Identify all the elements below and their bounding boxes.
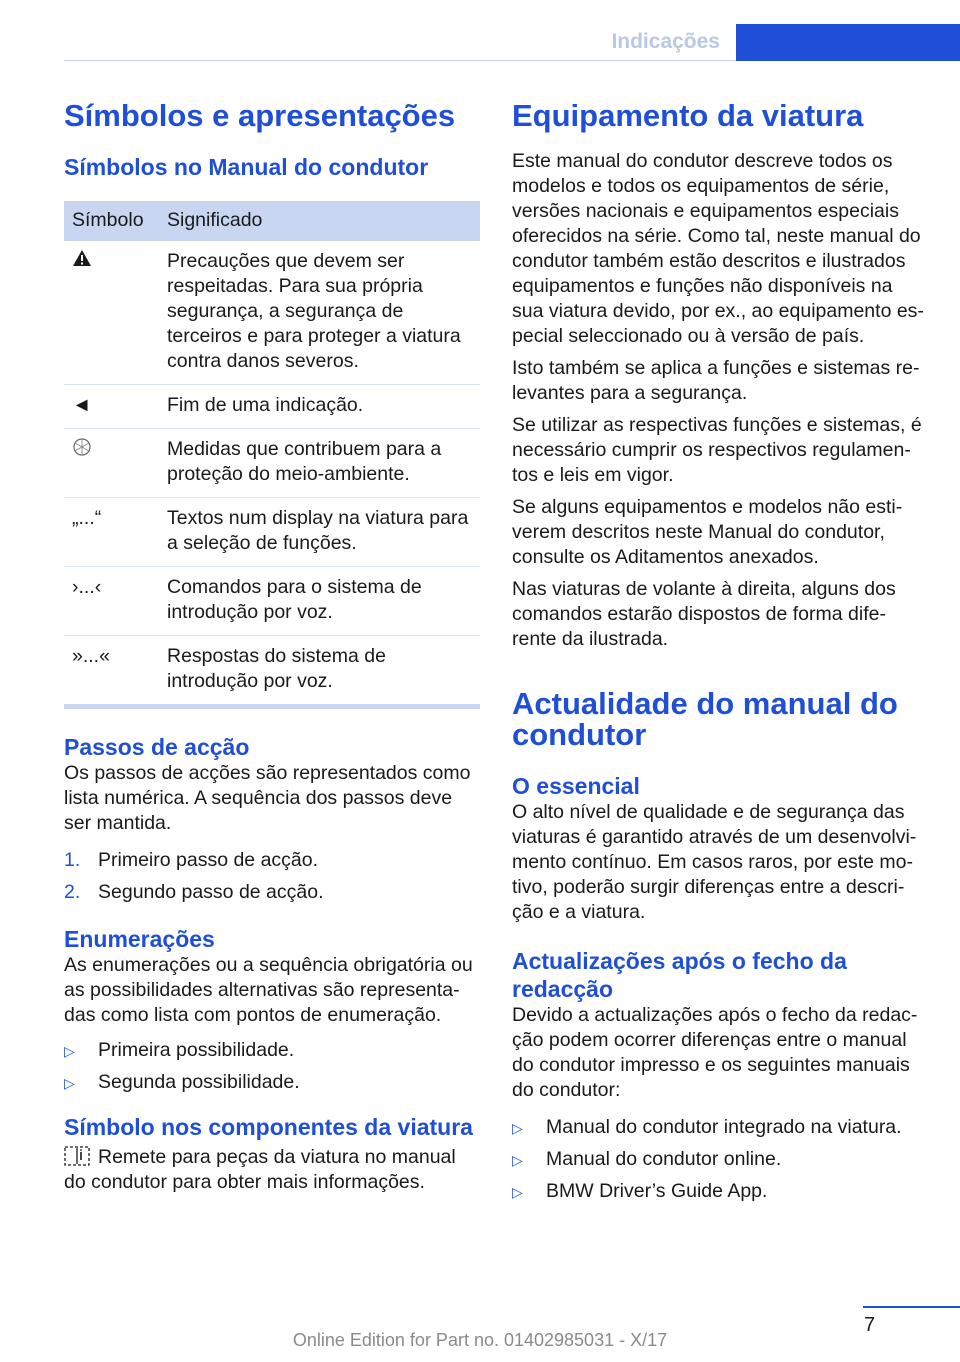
- header-section-title: Indicações: [611, 30, 720, 53]
- table-row: [64, 497, 480, 566]
- table-header-row: [64, 201, 480, 241]
- equipment-paragraph: Isto também se aplica a funções e sistemas re-levantes para a segurança.: [512, 356, 920, 404]
- page-number-rule: [863, 1306, 960, 1308]
- symbol-cell: [64, 241, 159, 385]
- meaning-cell: Comandos para o sistema de introdução por voz.: [159, 566, 480, 635]
- heading-updates: Actualizações após o fecho da redacção: [512, 947, 847, 1002]
- table-row: [64, 428, 480, 497]
- enum-list: [64, 1038, 480, 1095]
- list-item: [512, 1179, 928, 1204]
- heading-vehicle-equipment: Equipamento da viatura: [512, 98, 864, 133]
- triangle-bullet-icon: ▷: [512, 1183, 523, 1200]
- step-text: Segundo passo de acção.: [98, 880, 324, 903]
- voice-response-symbol: »...«: [72, 644, 110, 667]
- right-column: [512, 98, 928, 1211]
- meaning-cell: Fim de uma indicação.: [159, 384, 480, 428]
- heading-essential: O essencial: [512, 772, 640, 799]
- table-row: [64, 566, 480, 635]
- list-item: [64, 848, 480, 873]
- equipment-paragraph: Este manual do condutor descreve todos os modelos e todos os equipamentos de série, versões nacionais e equipamentos especiais oferecidos na série. Como tal, neste manual do condutor também estão descritos e ilustrados equipamentos e funções não disponíveis na sua viatura devido, por ex., ao equipamento es-pecial seleccionado ou à versão de país.: [512, 149, 924, 347]
- triangle-bullet-icon: ▷: [512, 1119, 523, 1136]
- table-row: [64, 635, 480, 704]
- end-marker-symbol: ◄: [64, 384, 159, 428]
- equipment-paragraph: Nas viaturas de volante à direita, alguns dos comandos estarão dispostos de forma dife-rente da ilustrada.: [512, 577, 896, 650]
- list-item: [512, 1115, 928, 1140]
- enum-text: Primeira possibilidade.: [98, 1038, 295, 1061]
- left-column: [64, 98, 480, 1195]
- display-text-symbol: „...“: [64, 497, 159, 566]
- list-item: [512, 1147, 928, 1172]
- step-text: Primeiro passo de acção.: [98, 848, 319, 871]
- table-header-symbol: Símbolo: [64, 201, 159, 241]
- updates-list: [512, 1115, 928, 1204]
- meaning-cell: Respostas do sistema de introdução por voz.: [167, 644, 386, 692]
- component-symbol-text: [64, 1145, 480, 1195]
- table-row: [64, 384, 480, 428]
- book-icon: [64, 1146, 90, 1166]
- steps-intro: Os passos de acções são representados como lista numérica. A sequência dos passos deve ser mantida.: [64, 761, 471, 834]
- heading-symbols: Símbolos e apresentações: [64, 98, 456, 133]
- heading-action-steps: Passos de acção: [64, 733, 250, 760]
- equipment-paragraph: Se utilizar as respectivas funções e sistemas, é necessário cumprir os respectivos regulamen-tos e leis em vigor.: [512, 413, 922, 486]
- update-item-text: Manual do condutor integrado na viatura.: [546, 1115, 902, 1138]
- heading-manual-currency: Actualidade do manual do condutor: [512, 685, 898, 752]
- header-accent-block: [736, 24, 960, 61]
- list-item: [64, 880, 480, 905]
- voice-command-symbol: ›...‹: [64, 566, 159, 635]
- page-number: 7: [864, 1314, 876, 1336]
- steps-list: [64, 848, 480, 905]
- meaning-cell: Medidas que contribuem para a proteção do meio-ambiente.: [159, 428, 480, 497]
- symbol-cell: [64, 428, 159, 497]
- meaning-cell: Precauções que devem ser respeitadas. Para sua própria segurança, a segurança de terceiros e para proteger a viatura contra danos severos.: [159, 241, 480, 385]
- enum-text: Segunda possibilidade.: [98, 1070, 300, 1093]
- update-item-text: Manual do condutor online.: [546, 1147, 782, 1170]
- heading-vehicle-component-symbol: Símbolo nos componentes da viatura: [64, 1113, 473, 1140]
- footer-edition-text: Online Edition for Part no. 01402985031 - X/17: [292, 1330, 668, 1350]
- triangle-bullet-icon: ▷: [512, 1151, 523, 1168]
- equipment-paragraph: Se alguns equipamentos e modelos não esti-verem descritos neste Manual do condutor, consulte os Aditamentos anexados.: [512, 495, 903, 568]
- list-item: [64, 1070, 480, 1095]
- table-header-meaning: Significado: [159, 201, 480, 241]
- warning-triangle-icon: [72, 249, 92, 267]
- meaning-cell: Textos num display na viatura para a seleção de funções.: [159, 497, 480, 566]
- triangle-bullet-icon: ▷: [64, 1042, 75, 1059]
- list-item: [64, 1038, 480, 1063]
- updates-paragraph: Devido a actualizações após o fecho da redac-ção podem ocorrer diferenças entre o manual do condutor impresso e os seguintes manuais do condutor:: [512, 1003, 918, 1101]
- component-symbol-desc: Remete para peças da viatura no manual do condutor para obter mais informações.: [64, 1145, 456, 1193]
- step-number: 1.: [64, 848, 81, 871]
- step-number: 2.: [64, 880, 81, 903]
- heading-manual-symbols: Símbolos no Manual do condutor: [64, 153, 429, 180]
- environment-icon: [72, 437, 92, 457]
- update-item-text: BMW Driver’s Guide App.: [546, 1179, 768, 1202]
- table-row: [64, 241, 480, 385]
- table-bottom-bar: [64, 704, 480, 709]
- symbols-table: [64, 201, 480, 704]
- heading-enumerations: Enumerações: [64, 925, 215, 952]
- triangle-bullet-icon: ▷: [64, 1074, 75, 1091]
- essential-paragraph: O alto nível de qualidade e de segurança das viaturas é garantido através de um desenvolvi-mento contínuo. Em casos raros, por este mo-tivo, poderão surgir diferenças entre a descri-ção e a viatura.: [512, 800, 917, 923]
- enum-intro: As enumerações ou a sequência obrigatória ou as possibilidades alternativas são representa-das como lista com pontos de enumeração.: [64, 953, 473, 1026]
